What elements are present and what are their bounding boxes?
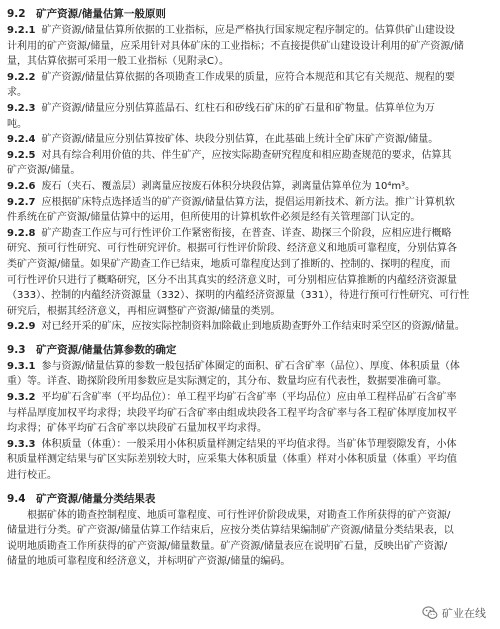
section-heading: 9.2 矿产资源/储量估算一般原则 bbox=[7, 8, 166, 20]
clause-number: 9.2.3 bbox=[7, 102, 36, 114]
clause-line: 求。 bbox=[7, 87, 27, 99]
clause-number: 9.3.2 bbox=[7, 392, 36, 404]
clause-line: 研究后，根据其经济意义，再相应调整矿产资源/储量的类别。 bbox=[7, 305, 281, 317]
paragraph-line: 储量的地质可靠程度和经济意义，并标明矿产资源/储量的编码。 bbox=[7, 556, 291, 568]
clause-line: 参与资源/储量估算的参数一般包括矿体圈定的面积、矿石含矿率（品位）、厚度、体积质量（体 bbox=[41, 360, 460, 372]
clause-line: 平均矿石含矿率（平均品位）：单工程平均矿石含矿率（平均品位）应由单工程样品矿石含矿率 bbox=[41, 392, 457, 404]
clause-line: 矿产资源/储量应分别估算按矿体、块段分别估算，在此基础上统计全矿床矿产资源/储量。 bbox=[41, 134, 439, 146]
clause-9-2-2 bbox=[7, 70, 493, 101]
paragraph-line: 储量进行分类。矿产资源/储量估算工作结束后，应按分类估算结果编制矿产资源/储量分类结果表，以 bbox=[7, 525, 454, 537]
clause-line: 均求得；矿体平均矿石含矿率以块段矿石量加权平均求得。 bbox=[7, 423, 267, 435]
watermark-text: 矿业在线 bbox=[442, 607, 486, 620]
clause-9-2-3 bbox=[7, 101, 493, 132]
clause-line: 矿产资源/储量。 bbox=[7, 165, 81, 177]
clause-9-2-7 bbox=[7, 195, 493, 226]
clause-line: 进行校正。 bbox=[7, 470, 57, 482]
paragraph-line: 说明地质勘查工作所获得的矿产资源/储量数量。矿产资源/储量表应在说明矿石量，反映出矿产资源/ bbox=[7, 540, 448, 552]
clause-9-2-8 bbox=[7, 226, 493, 320]
section-9-4 bbox=[7, 491, 493, 570]
clause-line: 对已经开采的矿床，应按实际控制资料加除截止到地质勘查野外工作结束时采空区的资源/储量。 bbox=[41, 321, 465, 333]
clause-9-3-1 bbox=[7, 359, 493, 390]
clause-line: （333）、控制的内蕴经济资源量（332）、探明的内蕴经济资源量（331），待进行预可行性研究、可行性 bbox=[7, 290, 470, 302]
document-page bbox=[7, 6, 493, 570]
wechat-logo-icon bbox=[422, 605, 438, 621]
clause-line: 计利用的矿产资源/储量，应采用针对具体矿床的工业指标；不直接提供矿山建设设计利用的矿产资源/储 bbox=[7, 40, 464, 52]
clause-line: 体积质量（体重）：一般采用小体积质量样测定结果的平均值求得。当矿体节理裂隙发育，小体 bbox=[41, 438, 457, 450]
clause-line: 与样品厚度加权平均求得；块段平均矿石含矿率由组成块段各工程平均含矿率与各工程矿体厚度加权平 bbox=[7, 407, 457, 419]
clause-number: 9.2.7 bbox=[7, 196, 36, 208]
clause-line: 量，其估算依据可采用一般工业指标（见附录C）。 bbox=[7, 56, 229, 68]
clause-line: 矿产资源/储量估算依据的各项勘查工作成果的质量，应符合本规范和其它有关规范、规程的要 bbox=[41, 71, 455, 83]
clause-line: 类矿产资源/储量。如果矿产勘查工作已结束，地质可靠程度达到了推断的、控制的、探明的程度，而 bbox=[7, 258, 451, 270]
clause-line: 件系统在矿产资源/储量估算中的运用，但所使用的计算机软件必须是经有关管理部门认定的。 bbox=[7, 212, 421, 224]
paragraph-line: 根据矿体的勘查控制程度、地质可靠程度、可行性评价阶段成果，对勘查工作所获得的矿产资源/ bbox=[27, 509, 451, 521]
clause-9-2-5 bbox=[7, 148, 493, 179]
clause-line: 可行性评价只进行了概略研究，区分不出其真实的经济意义时，可分别相应估算推断的内蕴经济资源量 bbox=[7, 274, 457, 286]
clause-number: 9.2.5 bbox=[7, 149, 36, 161]
clause-line: 对具有综合利用价值的共、伴生矿产，应按实际勘查研究程度和相应勘查规范的要求，估算其 bbox=[41, 149, 452, 161]
clause-number: 9.2.2 bbox=[7, 71, 36, 83]
clause-line: 研究、预可行性研究、可行性研究评价。根据可行性评价阶段、经济意义和地质可靠程度，分别估算各 bbox=[7, 243, 457, 255]
clause-line: 应根据矿床特点选择适当的矿产资源/储量估算方法，提倡运用新技术、新方法。推广计算机软 bbox=[41, 196, 455, 208]
section-heading: 9.3 矿产资源/储量估算参数的确定 bbox=[7, 343, 177, 356]
clause-9-2-6 bbox=[7, 179, 493, 195]
section-heading: 9.4 矿产资源/储量分类结果表 bbox=[7, 492, 156, 505]
section-9-3 bbox=[7, 342, 493, 484]
watermark bbox=[422, 605, 486, 621]
clause-line: 吨。 bbox=[7, 118, 27, 130]
clause-9-2-4 bbox=[7, 132, 493, 148]
clause-9-3-2 bbox=[7, 390, 493, 437]
clause-number: 9.2.1 bbox=[7, 25, 36, 36]
clause-9-2-9 bbox=[7, 319, 493, 335]
clause-number: 9.2.4 bbox=[7, 134, 36, 146]
clause-number: 9.2.9 bbox=[7, 321, 36, 333]
section-paragraph bbox=[7, 508, 493, 570]
clause-line: 重）等。详查、勘探阶段所用参数应是实际测定的，其分布、数量均应有代表性，数据要准确可靠。 bbox=[7, 376, 447, 388]
clause-number: 9.3.3 bbox=[7, 438, 36, 450]
clause-number: 9.2.6 bbox=[7, 180, 36, 192]
clause-line: 矿产资源/储量估算所依据的工业指标，应是严格执行国家规定程序制定的。估算供矿山建设设 bbox=[41, 25, 455, 36]
clause-line: 废石（夹石、覆盖层）剥离量应按废石体积分块段估算，剥离量估算单位为 10⁴m³。 bbox=[41, 180, 416, 192]
clause-line: 积质量样测定结果与矿区实际差别较大时，应采集大体积质量（体重）样对小体积质量（体重）平均值 bbox=[7, 454, 457, 466]
clause-9-2-1 bbox=[7, 23, 493, 70]
clause-9-3-3 bbox=[7, 437, 493, 484]
section-9-2 bbox=[7, 6, 493, 335]
clause-number: 9.2.8 bbox=[7, 227, 36, 239]
clause-line: 矿产勘查工作应与可行性评价工作紧密衔接，在普查、详查、勘探三个阶段，应相应进行概略 bbox=[41, 227, 452, 239]
clause-line: 矿产资源/储量应分别估算蓝晶石、红柱石和矽线石矿床的矿石量和矿物量。估算单位为万 bbox=[41, 102, 435, 114]
clause-number: 9.3.1 bbox=[7, 360, 36, 372]
